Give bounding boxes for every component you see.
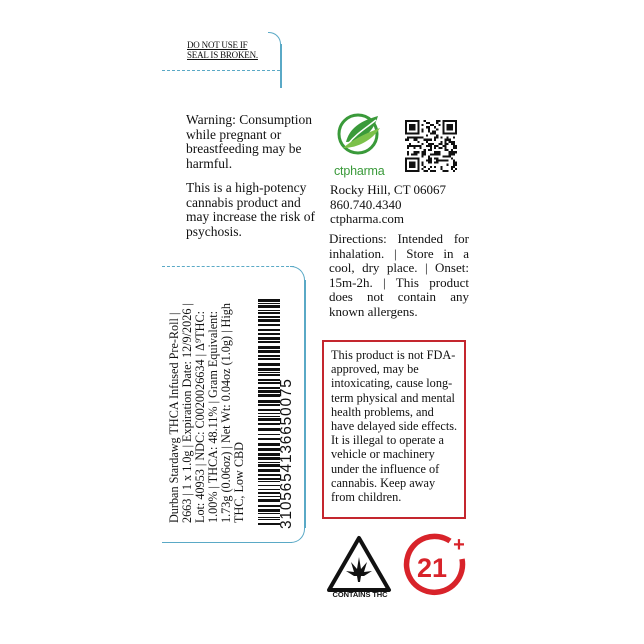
age-21-badge: [402, 533, 468, 599]
brand-name: ctpharma: [334, 164, 385, 178]
psychosis-warning: This is a high-potency cannabis product and may increase the risk of psychosis.: [186, 180, 315, 239]
mid-curve: [290, 266, 305, 281]
qr-code: [405, 120, 457, 172]
mid-dashed-guide: [162, 266, 294, 267]
address-city: Rocky Hill, CT 06067: [330, 182, 447, 197]
age-plus: +: [453, 534, 465, 556]
leaf-logo-icon: [334, 110, 386, 162]
seal-notice: [187, 40, 258, 60]
age-number: 21: [416, 553, 448, 583]
fda-warning-box: [322, 340, 466, 519]
top-dashed-guide: [162, 70, 280, 71]
seal-line-1: DO NOT USE IF: [187, 40, 248, 50]
pregnancy-warning: Warning: Consumption while pregnant or breastfeeding may be harmful.: [186, 112, 313, 171]
warning-block: [186, 113, 316, 249]
contains-thc-label: CONTAINS THC: [332, 590, 388, 599]
address-phone: 860.740.4340: [330, 196, 402, 212]
barcode-number: 310565413665007​5: [278, 378, 295, 529]
ctpharma-logo: [334, 110, 386, 176]
company-address: [330, 183, 475, 227]
address-website: ctpharma.com: [330, 211, 404, 226]
seal-line-2: SEAL IS BROKEN.: [187, 50, 258, 60]
top-right-guide: [280, 44, 282, 88]
barcode-icon: [258, 297, 280, 527]
product-info-text: Durban Stardawg THCA Infused Pre-Roll | 2663 | 1 x 1.0g | Expiration Date: 12/9/2026 | Lot: 40953 | NDC: C0020026634 | Δ⁹THC: 1.00% | THCA: 48.11% | Gram Equivalent: 1.73g (0.06oz) | Net Wt: 0.04oz (1.0g) | High THC, Low CBD: [167, 303, 246, 523]
product-info-panel: [160, 285, 300, 535]
qr-code-icon: [405, 120, 457, 172]
age-restriction-icon: [402, 533, 468, 599]
bottom-dashed-guide: [162, 542, 292, 543]
cannabis-warning-icon: [326, 535, 392, 593]
fda-warning-text: This product is not FDA-approved, may be intoxicating, cause long-term physical and mental health problems, and have delayed side effects. It is illegal to operate a vehicle or machinery under the influence of cannabis. Keep away from children.: [331, 348, 458, 505]
mid-right-guide: [304, 280, 306, 528]
directions-text: Directions: Intended for inhalation. | Store in a cool, dry place. | Onset: 15m-2h. | This product does not contain any known allergens.: [329, 231, 469, 319]
